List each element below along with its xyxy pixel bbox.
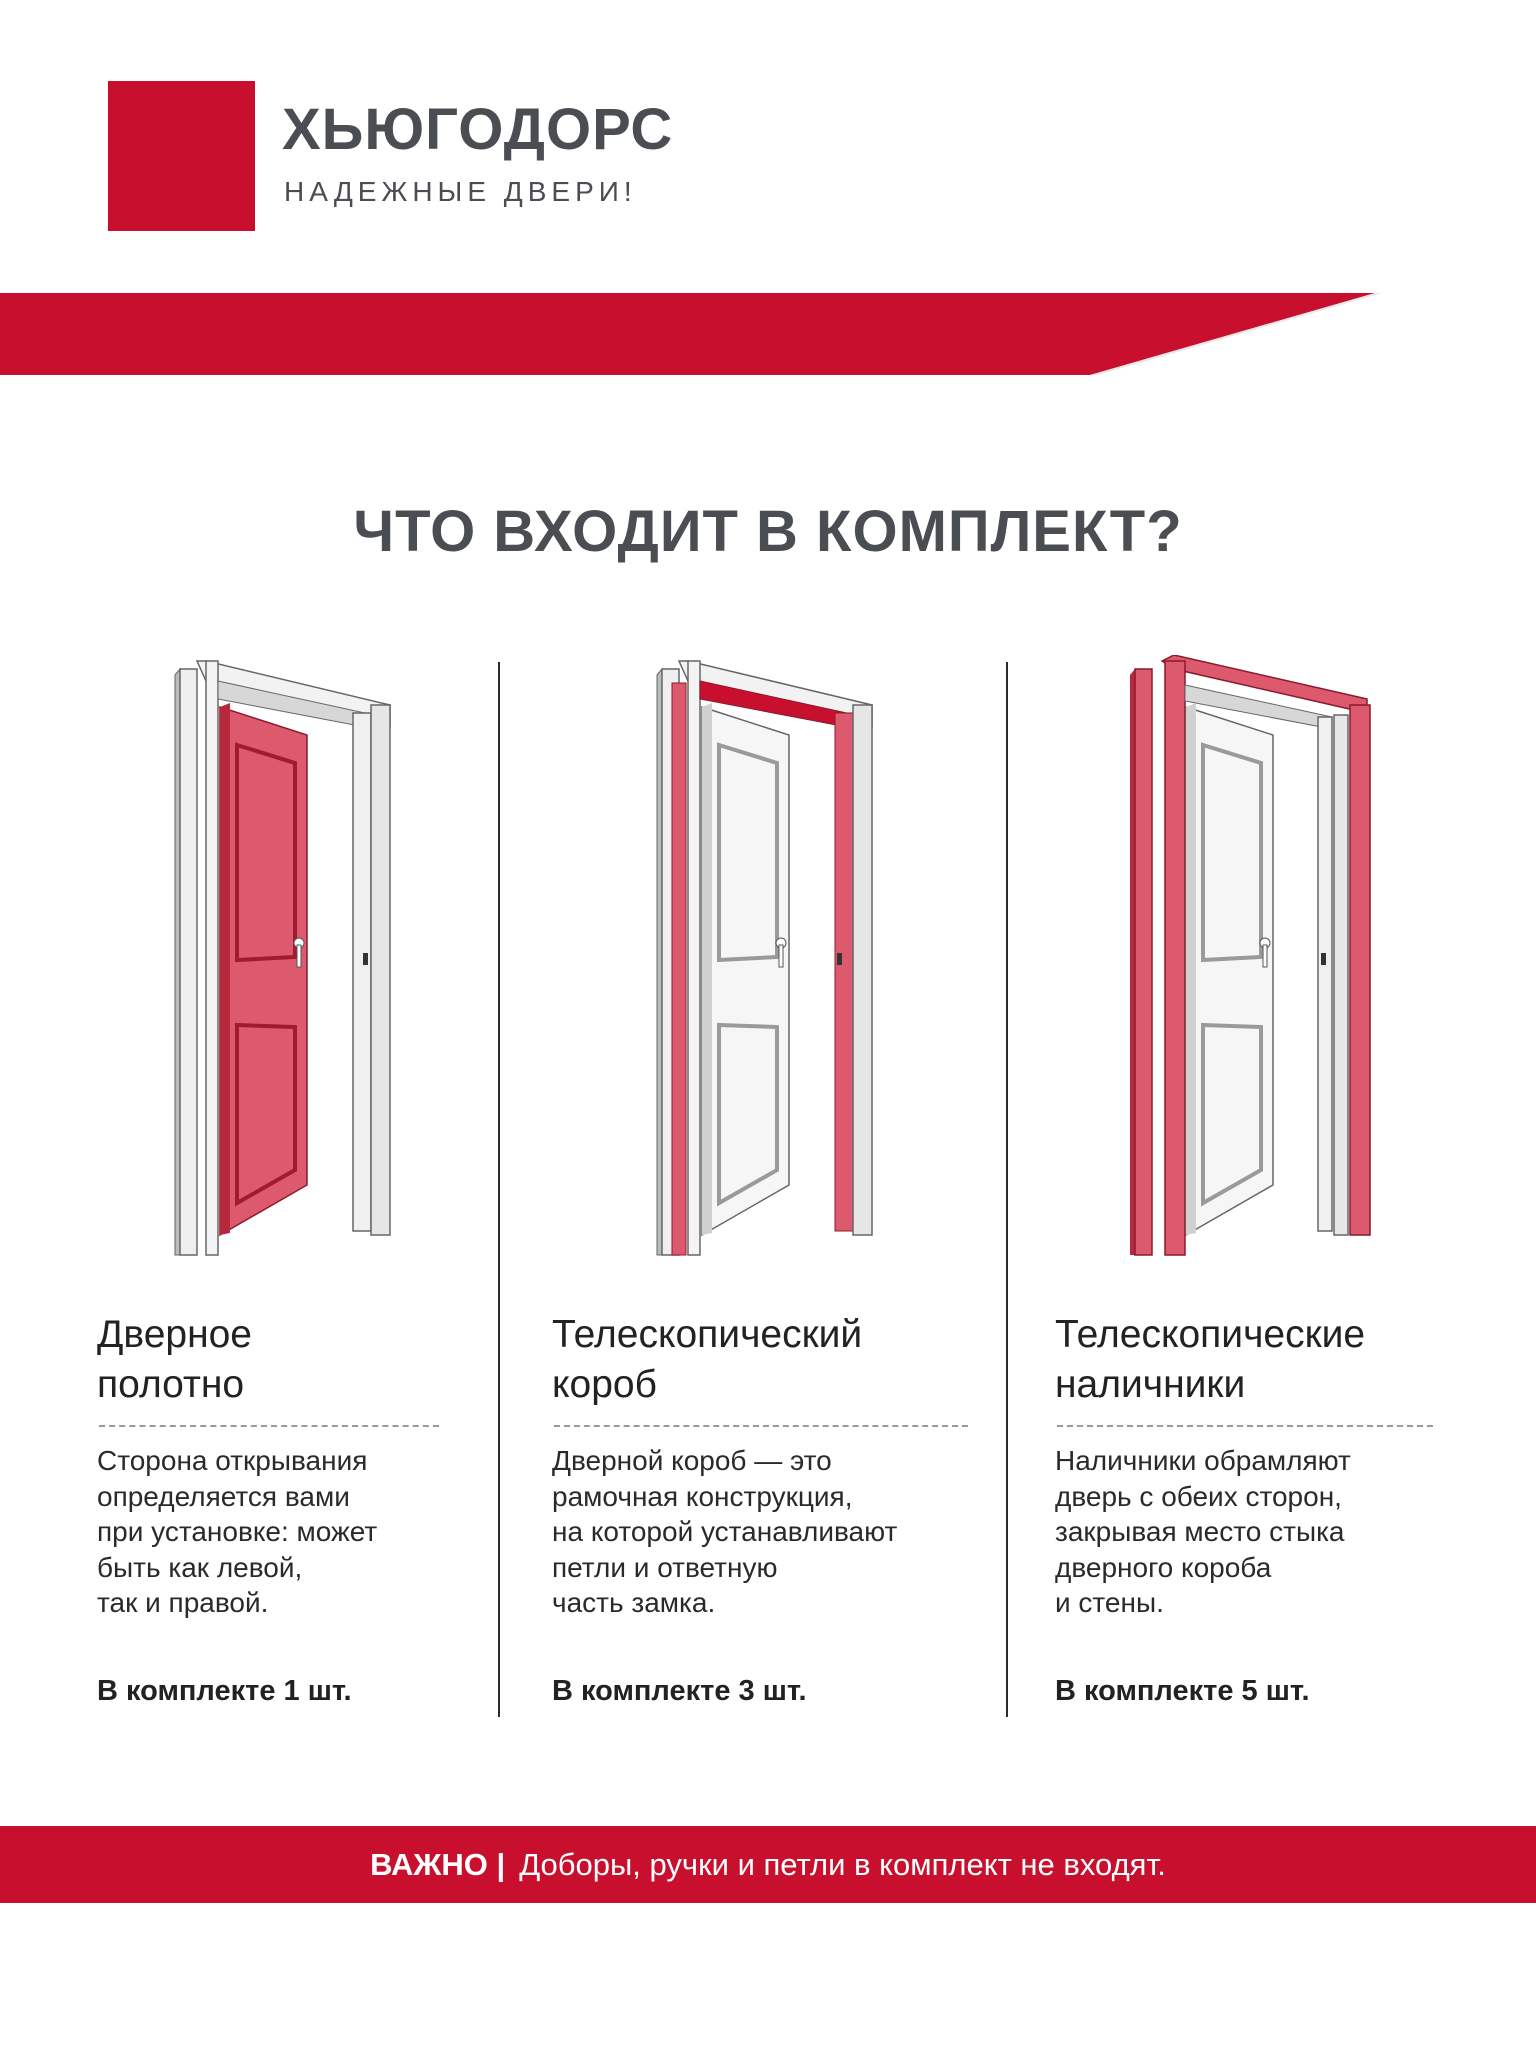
dashed-separator xyxy=(1057,1425,1433,1427)
door-leaf-illustration xyxy=(160,655,420,1260)
dashed-separator xyxy=(99,1425,439,1427)
logo-square xyxy=(108,81,255,231)
column-divider xyxy=(498,662,500,1717)
notice-label: ВАЖНО | xyxy=(370,1846,506,1882)
item-quantity-door-frame: В комплекте 3 шт. xyxy=(552,1675,807,1707)
item-description-door-leaf: Сторона открывания определяется вами при установке: может быть как левой, так и правой. xyxy=(97,1445,378,1618)
brand-tagline: НАДЕЖНЫЕ ДВЕРИ! xyxy=(284,176,637,207)
item-quantity-door-casings: В комплекте 5 шт. xyxy=(1055,1675,1310,1707)
item-description-door-casings: Наличники обрамляют дверь с обеих сторон, закрывая место стыка дверного короба и стены. xyxy=(1055,1445,1351,1618)
notice-banner xyxy=(0,1826,1536,1903)
item-title-door-leaf: Дверное полотно xyxy=(97,1313,252,1406)
page-title: ЧТО ВХОДИТ В КОМПЛЕКТ? xyxy=(353,499,1183,564)
item-title-door-frame: Телескопический короб xyxy=(552,1313,863,1406)
item-title-door-casings: Телескопические наличники xyxy=(1055,1313,1366,1406)
column-divider xyxy=(1006,662,1008,1717)
door-frame-illustration xyxy=(642,655,902,1260)
notice-text: Доборы, ручки и петли в комплект не входят. xyxy=(519,1846,1166,1882)
header-red-band xyxy=(0,293,1536,375)
dashed-separator xyxy=(554,1425,968,1427)
item-quantity-door-leaf: В комплекте 1 шт. xyxy=(97,1675,352,1707)
item-description-door-frame: Дверной короб — это рамочная конструкция, на которой устанавливают петли и ответную часть замка. xyxy=(552,1445,898,1618)
door-casings-illustration xyxy=(1122,655,1382,1260)
brand-name: ХЬЮГОДОРС xyxy=(282,97,674,162)
